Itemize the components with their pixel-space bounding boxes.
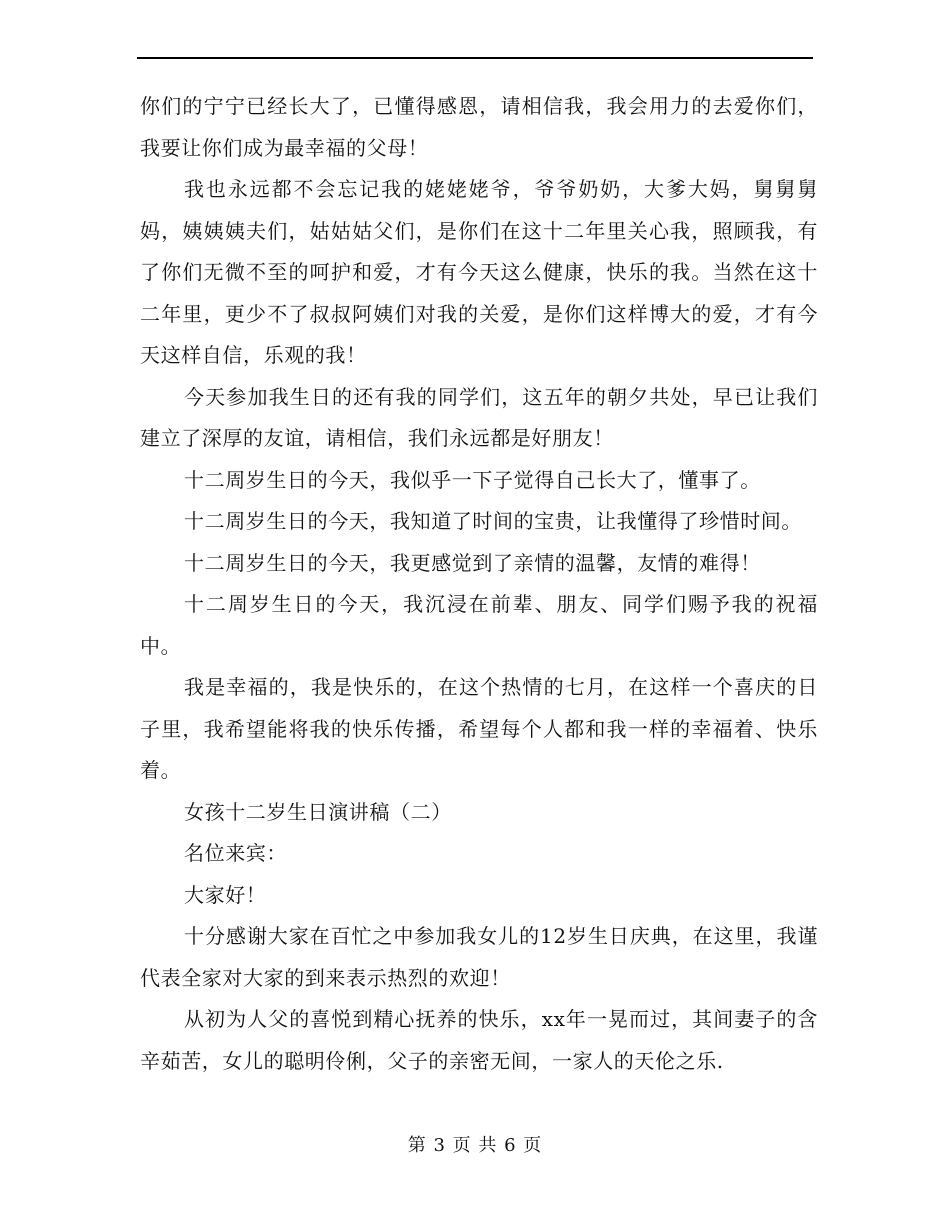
salutation: 名位来宾： [184, 841, 287, 865]
paragraph: 我也永远都不会忘记我的姥姥姥爷，爷爷奶奶，大爹大妈，舅舅舅妈，姨姨姨夫们，姑姑姑父们，是你们在这十二年里关心我，照顾我，有了你们无微不至的呵护和爱，才有今天这么健康，快乐的我。当然在这十二年里，更少不了叔叔阿姨们对我的关爱，是你们这样博大的爱，才有今天这样自信，乐观的我！ [140, 177, 818, 367]
paragraph: 我是幸福的，我是快乐的，在这个热情的七月，在这样一个喜庆的日子里，我希望能将我的快乐传播，希望每个人都和我一样的幸福着、快乐着。 [140, 675, 818, 782]
paragraph: 十二周岁生日的今天，我知道了时间的宝贵，让我懂得了珍惜时间。 [184, 509, 802, 533]
paragraph: 今天参加我生日的还有我的同学们，这五年的朝夕共处，早已让我们建立了深厚的友谊，请相信，我们永远都是好朋友！ [140, 384, 818, 450]
greeting: 大家好！ [184, 882, 267, 907]
paragraph: 十二周岁生日的今天，我沉浸在前辈、朋友、同学们赐予我的祝福中。 [140, 592, 818, 658]
page-footer: 第 3 页 共 6 页 [407, 1135, 543, 1156]
section-title: 女孩十二岁生日演讲稿（二） [184, 799, 452, 824]
paragraph: 你们的宁宁已经长大了，已懂得感恩，请相信我，我会用力的去爱你们，我要让你们成为最幸福的父母！ [140, 94, 818, 160]
header-rule [137, 57, 813, 59]
document-body [140, 86, 818, 1082]
paragraph: 从初为人父的喜悦到精心抚养的快乐，xx年一晃而过，其间妻子的含辛茹苦，女儿的聪明伶俐，父子的亲密无间，一家人的天伦之乐. [140, 1007, 818, 1073]
paragraph: 十二周岁生日的今天，我似乎一下子觉得自己长大了，懂事了。 [184, 467, 761, 492]
paragraph: 十二周岁生日的今天，我更感觉到了亲情的温馨，友情的难得！ [184, 550, 761, 575]
paragraph: 十分感谢大家在百忙之中参加我女儿的12岁生日庆典，在这里，我谨代表全家对大家的到来表示热烈的欢迎！ [140, 924, 818, 990]
